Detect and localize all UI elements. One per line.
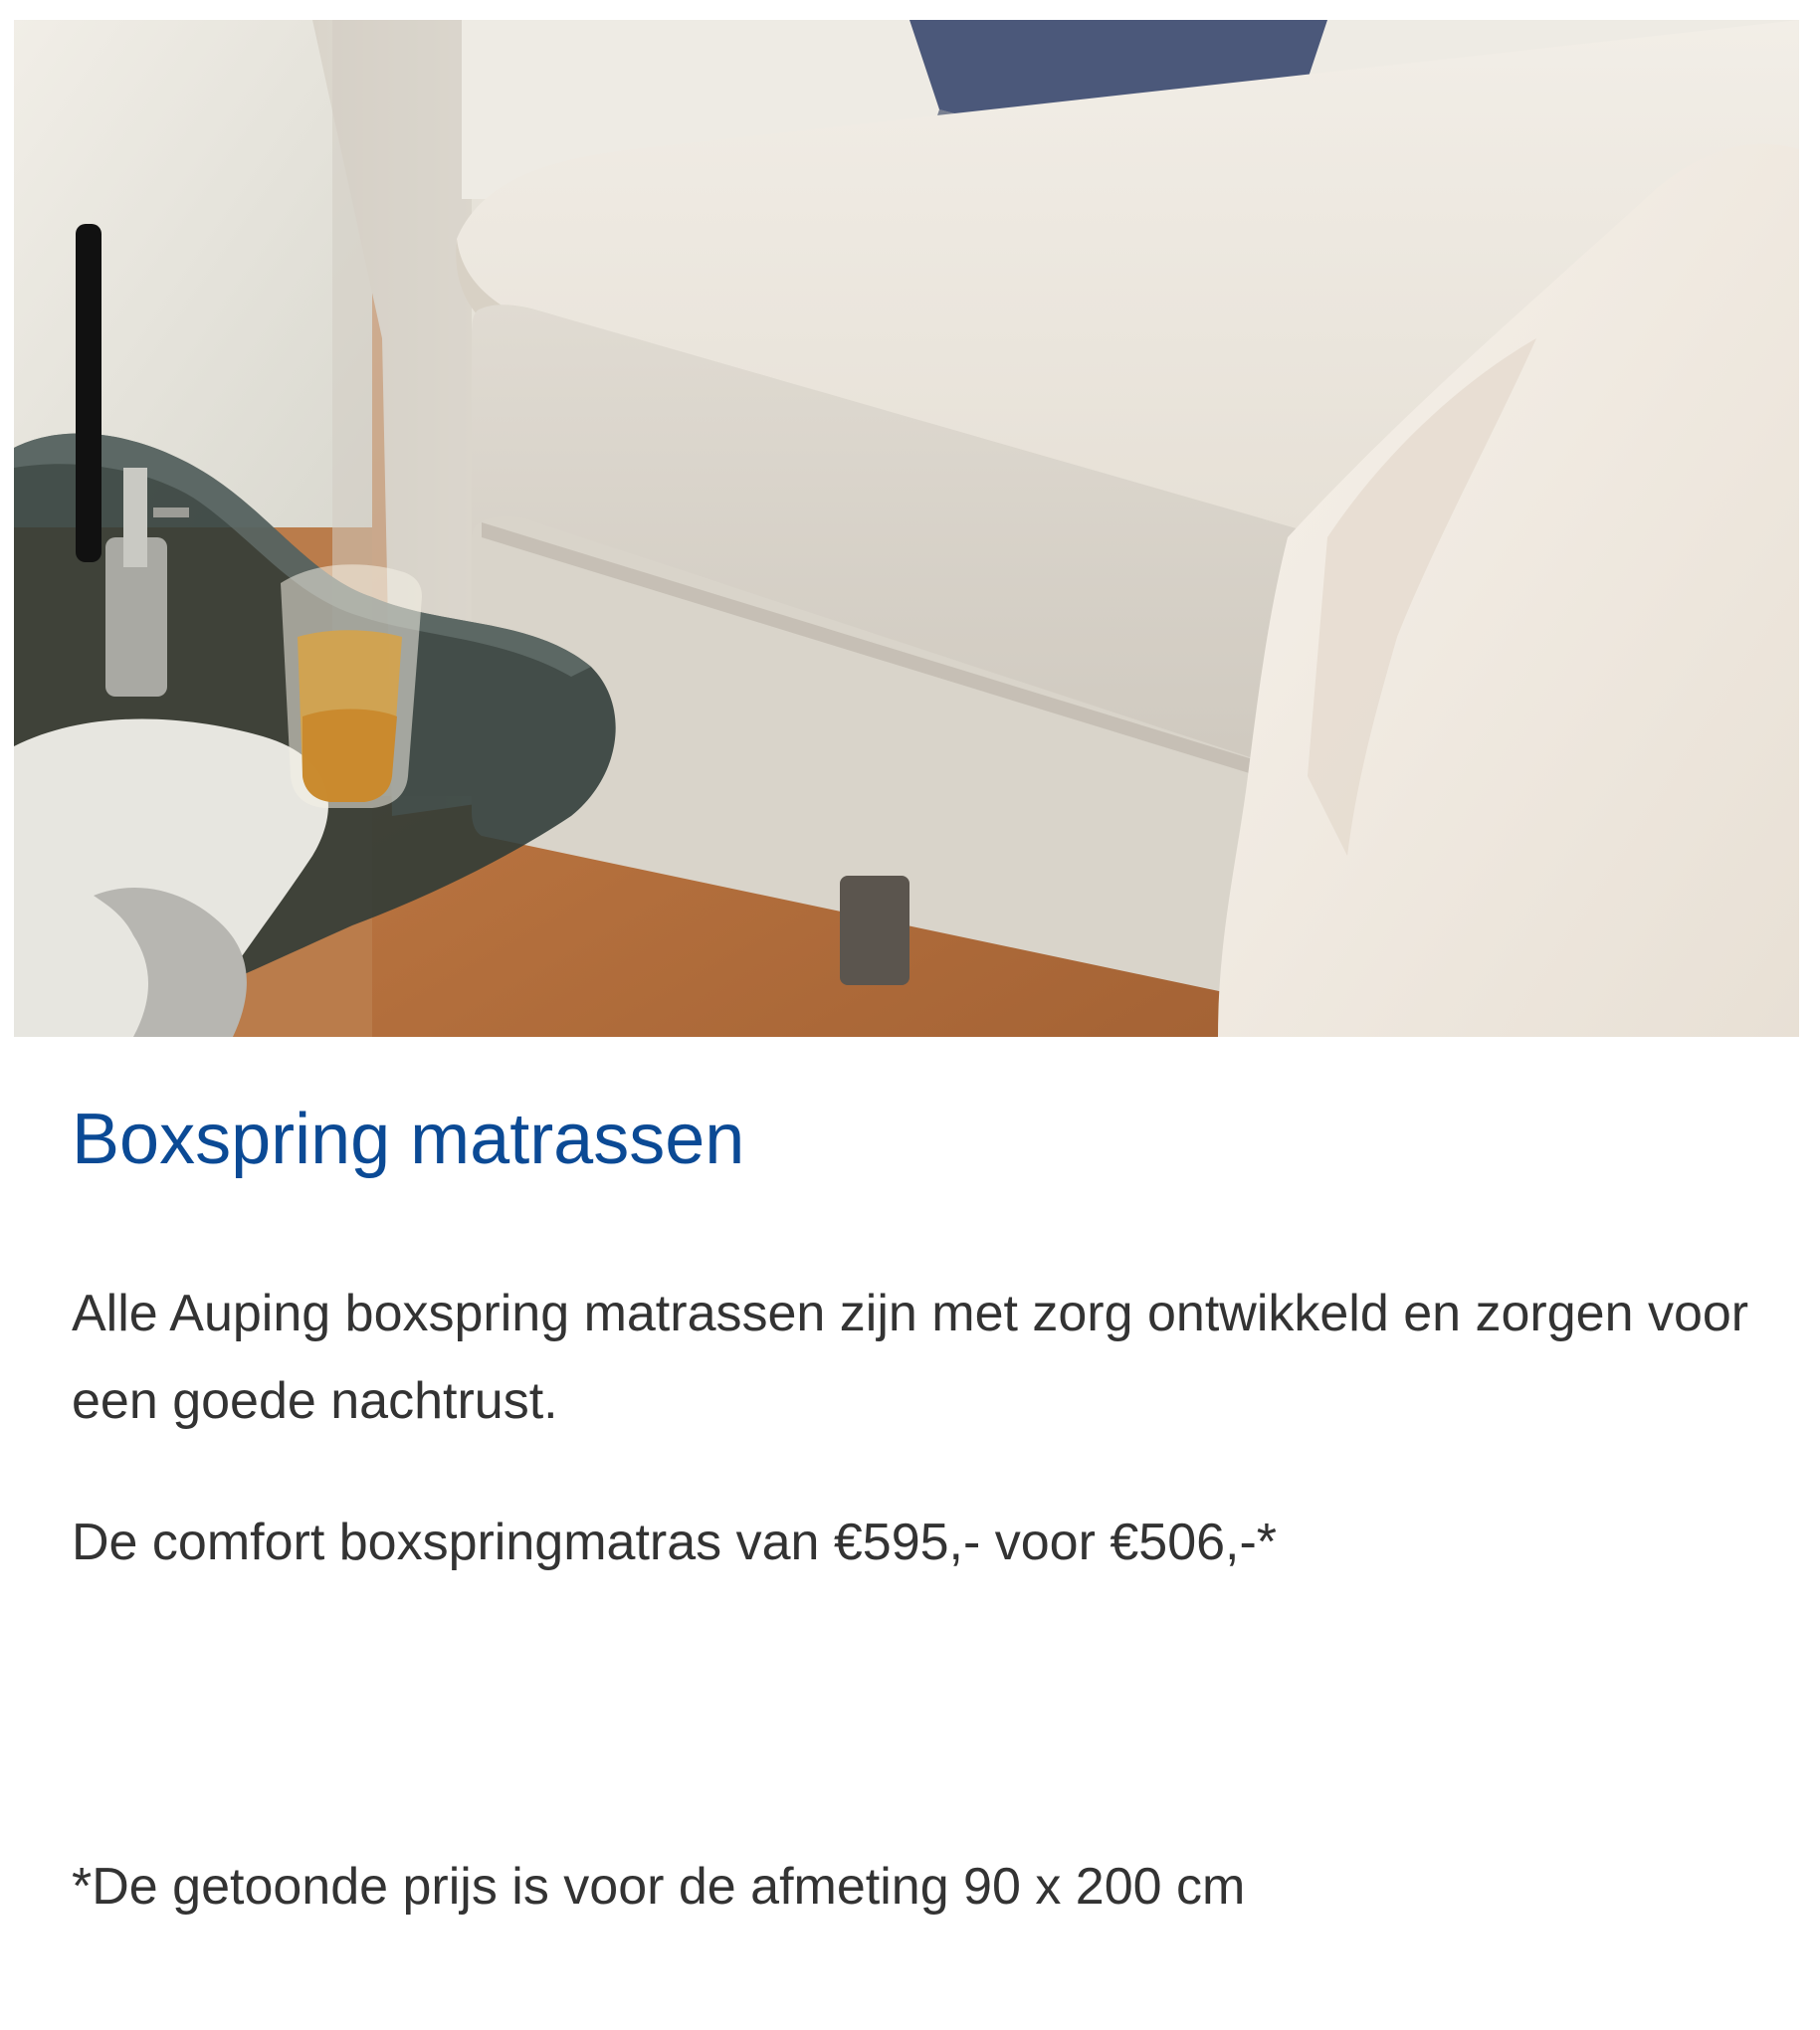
hero-image	[14, 20, 1799, 1037]
offer-text: De comfort boxspringmatras van €595,- voor €506,-*	[72, 1514, 1278, 1571]
price-footnote: *De getoonde prijs is voor de afmeting 90 x 200 cm	[72, 1858, 1246, 1916]
intro-text: Alle Auping boxspring matrassen zijn met zorg ontwikkeld en zorgen voor een goede nachtrust.	[72, 1285, 1749, 1430]
page-title: Boxspring matrassen	[72, 1100, 745, 1179]
